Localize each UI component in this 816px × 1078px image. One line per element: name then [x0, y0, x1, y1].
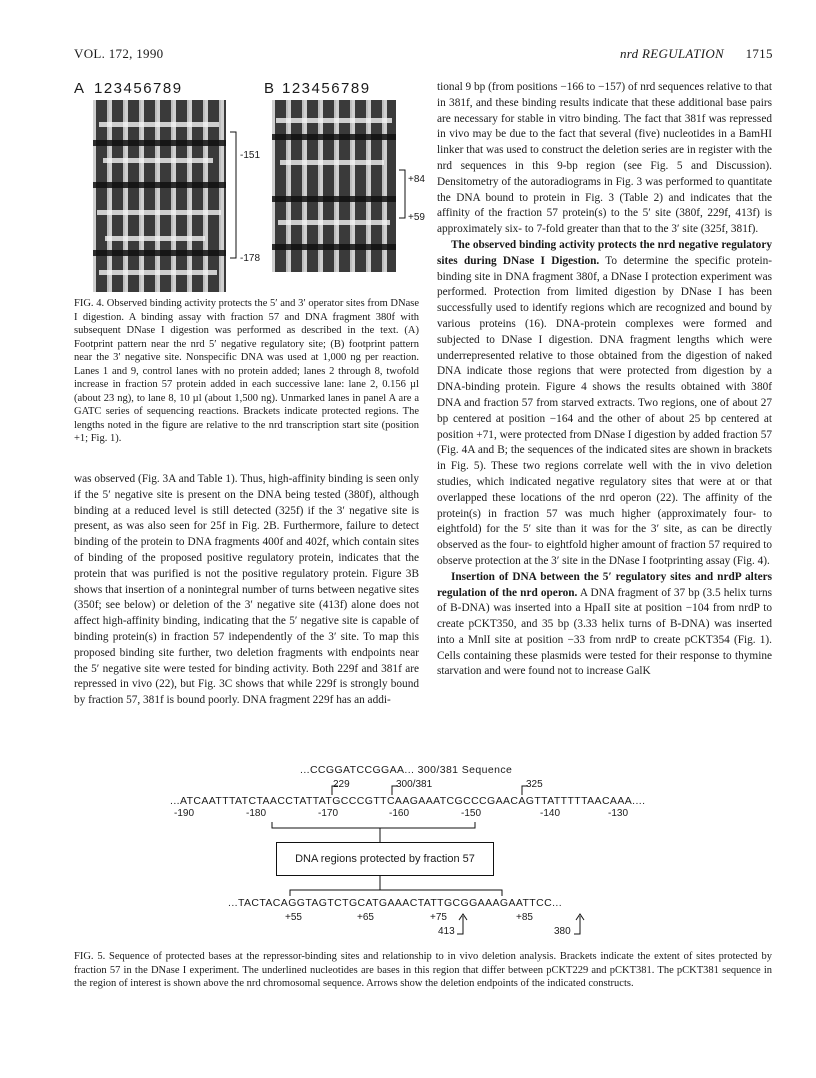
fig5-tick-minus140: -140 — [540, 808, 561, 819]
fig5-tick-plus75: +75 — [430, 912, 447, 923]
fig4-marker-minus151: -151 — [240, 150, 261, 161]
fig5-tick-minus170: -170 — [318, 808, 339, 819]
running-header-left: VOL. 172, 1990 — [74, 46, 164, 61]
fig5-upper-sequence: ...ATCAATTTATCTAACCTATTATGCCCGTTCAAGAAATCGCCCGAACAGTTATTTTTAACAAA.... — [170, 795, 646, 807]
fig5-tick-minus150: -150 — [461, 808, 482, 819]
section-heading-insertion: Insertion of DNA between the 5′ regulatory sites and nrdP alters regulation of the nrd operon. — [437, 570, 772, 599]
fig5-caption: FIG. 5. Sequence of protected bases at the repressor-binding sites and relationship to in vivo deletion analysis. Brackets indicate the extent of sites protected by fraction 57 in the DNase I experiment. The underlined nucleotides are bases in this region that differ between pCKT229 and pCKT381. The pCKT381 sequence in the region of interest is shown above the nrd chromosomal sequence. Arrows show the deletion endpoints of the indicated constructs. — [74, 951, 772, 989]
fig5-tick-minus160: -160 — [389, 808, 410, 819]
fig5-tick-plus55: +55 — [285, 912, 302, 923]
right-paragraph-3-body: A DNA fragment of 37 bp (3.5 helix turns of B-DNA) was inserted into a HpaII site at position −104 from nrdP to create pCKT350, and 35 bp (3.33 helix turns of B-DNA) was inserted into a MnlI site at position −33 from nrdP to create pCKT354 (Fig. 1). Cells containing these plasmids were tested for their response to thymine starvation and were found not to increase GalK — [437, 586, 773, 678]
fig4-caption: FIG. 4. Observed binding activity protects the 5′ and 3′ operator sites from DNase I digestion. A binding assay with fraction 57 and DNA fragment 380f with subsequent DNase I digestion was performed as described in the text. (A) Footprint pattern near the nrd 5′ negative regulatory site; (B) footprint pattern near the 3′ negative site. Nonspecific DNA was used at 1,000 ng per reaction. Lanes 1 and 9, control lanes with no protein added; lanes 2 through 8, twofold increase in fraction 57 protein added in each successive lane: lane 2, 0.156 µl (about 23 ng), to lane 8, 10 µl (about 1,500 ng). Unmarked lanes in panel A are a GATC series of sequencing reactions. Brackets indicate protected regions. The lengths noted in the figure are relative to the nrd transcription start site (position +1; Fig. 1). — [74, 298, 419, 444]
right-paragraph-2 — [437, 238, 772, 570]
fig5-lower-ticks — [0, 912, 816, 926]
right-column-text — [437, 80, 772, 680]
fig4-panel-b-label: B — [264, 80, 276, 97]
fig4-panel-a-lane-numbers: 123456789 — [94, 80, 183, 97]
fig4-panel-a-gel-image — [93, 100, 226, 292]
fig5-marker-229: 229 — [333, 779, 350, 790]
fig5-marker-413: 413 — [438, 926, 455, 937]
fig5-tick-plus65: +65 — [357, 912, 374, 923]
right-paragraph-2-body: To determine the specific protein-binding site in DNA fragment 380f, a DNase I protection experiment was performed. Protection from limited digestion by DNase I has been successfully used to identify regions which are recognized and bound by various proteins (16). DNA-protein complexes were formed and subjected to DNase I digestion. DNA fragment lengths which were underrepresented relative to those obtained from the digestion of naked DNA indicate those regions that were protected from digestion by a DNA-binding protein. Figure 4 shows the results obtained with 380f DNA and fraction 57 from starved extracts. Two regions, one of about 27 bp centered at position −164 and the other of about 25 bp centered at position +71, were protected from DNase I digestion by added fraction 57 (Fig. 4A and B; the sequences of the indicated sites are shown in brackets in Fig. 5). These two regions correlate well with the in vivo deletion studies, which indicated negative regulatory sites that were at or that overlapped these locations of the nrd operon (22). The affinity of the protein(s) in fraction 57 was much higher (approximately four- to eightfold) for the 5′ site than it was for the 3′ site, as can be directly observed as the four- to eightfold higher amount of fraction 57 required to observe protection at the 3′ site in the DNase I footprinting assay (Fig. 4). — [437, 254, 773, 567]
right-paragraph-3 — [437, 570, 772, 681]
fig5-top-sequence-label: ...CCGGATCCGGAA... 300/381 Sequence — [300, 764, 513, 776]
fig5-protected-regions-box: DNA regions protected by fraction 57 — [276, 842, 494, 876]
fig4-marker-plus84: +84 — [408, 174, 425, 185]
fig5-tick-minus190: -190 — [174, 808, 195, 819]
page-number: 1715 — [745, 46, 773, 61]
fig4-marker-minus178: -178 — [240, 253, 261, 264]
running-header-right — [620, 46, 773, 62]
fig4-panel-b-lane-numbers: 123456789 — [282, 80, 371, 97]
fig5-lower-sequence: ...TACTACAGGTAGTCTGCATGAAACTATTGCGGAAAGAATTCC... — [228, 897, 563, 909]
left-paragraph-1: was observed (Fig. 3A and Table 1). Thus, high-affinity binding is seen only if the 5′ negative site is present on the DNA being tested (380f), although binding at a reduced level is still detected (325f) if the 3′ negative site is present, as was also seen for 25f in Fig. 2B. Furthermore, failure to detect binding of the protein to DNA fragments 400f and 402f, which contain sites of binding of the proposed positive regulatory protein, indicates that the protein that was purified is not the positive regulatory protein. Figure 3B shows that insertion of a nonintegral number of turns between negative sites (350f; see below) or deletion of the 3′ negative site (413f) alone does not affect high-affinity binding, indicating that the 5′ negative site is capable of binding protein(s) in fraction 57 independently of the 3′ site. To map this proposed binding site further, two deletion fragments with endpoints near the 5′ negative site were tested for binding activity. Both 229f and 381f are repressed in vivo (22), but Fig. 3C shows that while 229f is strongly bound by fraction 57, 381f is bound poorly. DNA fragment 229f has an addi- — [74, 473, 419, 707]
fig4-panel-a-label: A — [74, 80, 86, 97]
fig5-tick-plus85: +85 — [516, 912, 533, 923]
running-header-title: nrd REGULATION — [620, 46, 724, 61]
fig5-tick-minus130: -130 — [608, 808, 629, 819]
fig5-upper-bracket — [270, 820, 510, 844]
section-heading-dnase: The observed binding activity protects the nrd negative regulatory sites during DNase I Digestion. — [437, 238, 772, 267]
fig5-tick-minus180: -180 — [246, 808, 267, 819]
left-column-text — [74, 472, 419, 709]
fig5-deletion-arrows-lower — [455, 912, 585, 936]
right-paragraph-1: tional 9 bp (from positions −166 to −157) of nrd sequences relative to that in 381f, and these binding results indicate that these additional base pairs are necessary for stable in vitro binding. The fact that 381f was repressed in vivo may be due to the fact that several (five) nucleotides in a BamHI linker that was used to construct the deletion series are in register with the nrd sequences in this 9-bp region (see Fig. 5 and Discussion). Densitometry of the autoradiograms in Fig. 3 was performed to quantitate the DNA bound to protein in Fig. 3 (Table 2) and indicates that the affinity of the fraction 57 protein(s) to the 5′ site (380f, 229f, 413f) is approximately six- to 7-fold greater than that to the 3′ site (325f, 381f). — [437, 81, 772, 236]
fig5-marker-300-381: 300/381 — [396, 779, 433, 790]
fig5-marker-325: 325 — [526, 779, 543, 790]
fig5-marker-380: 380 — [554, 926, 571, 937]
fig4-marker-plus59: +59 — [408, 212, 425, 223]
fig4-panel-b-gel-image — [272, 100, 396, 272]
